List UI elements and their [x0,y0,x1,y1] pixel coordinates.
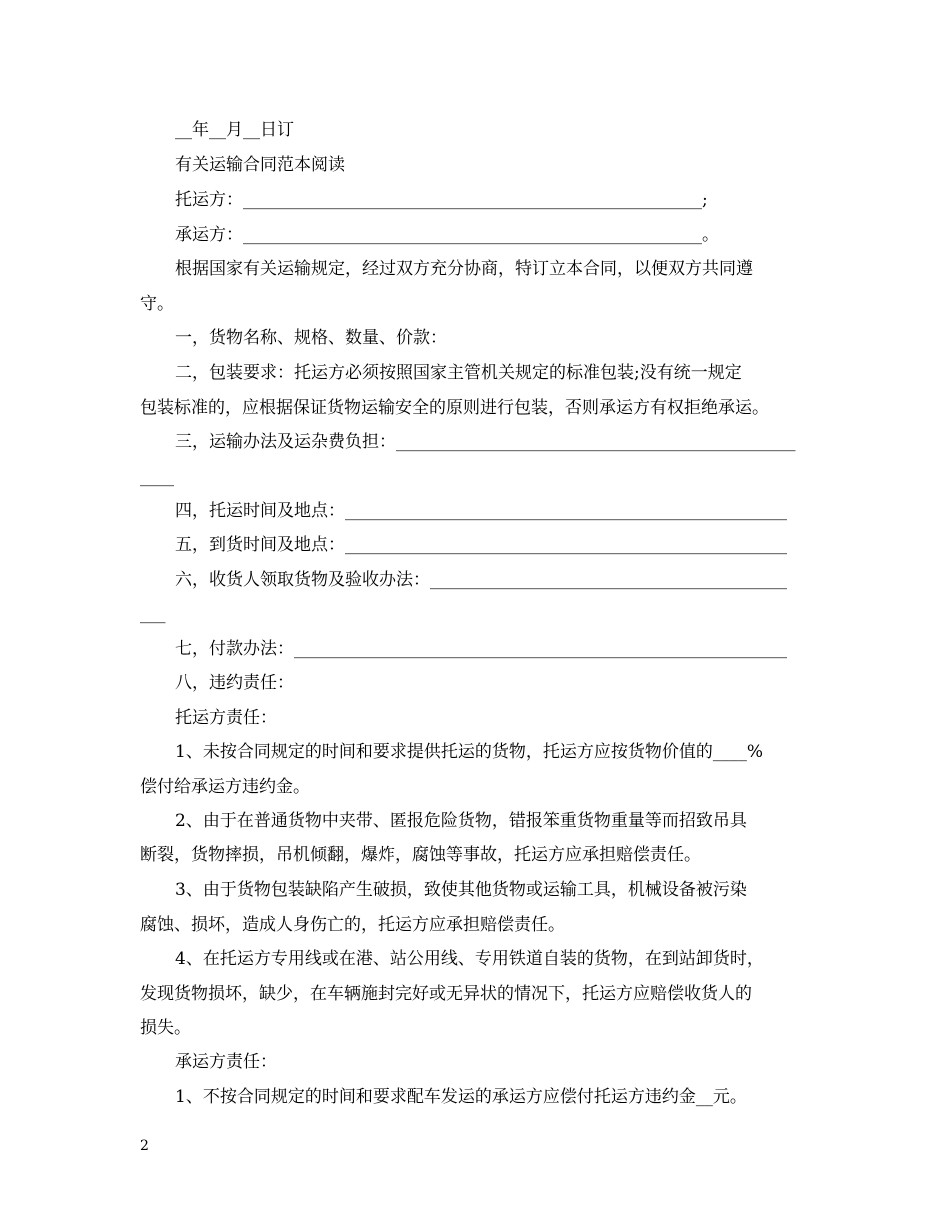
shipper-line: 托运方：______________________________________________________; [175,190,708,210]
date-line: __年__月__日订 [175,120,294,140]
shipper-item-3-line-2: 腐蚀、损坏，造成人身伤亡的，托运方应承担赔偿责任。 [140,915,565,935]
shipper-item-1-line-2: 偿付给承运方违约金。 [140,777,310,797]
clause-6-line-2: ___ [140,604,166,624]
carrier-liability-heading: 承运方责任： [175,1052,277,1072]
shipper-liability-heading: 托运方责任： [175,708,277,728]
document-title: 有关运输合同范本阅读 [175,155,345,175]
clause-3-line-1: 三，运输办法及运杂费负担：_______________________________________________ [175,432,796,452]
shipper-item-4-line-1: 4、在托运方专用线或在港、站公用线、专用铁道自装的货物，在到站卸货时， [175,949,764,969]
clause-5: 五，到货时间及地点：____________________________________________________ [175,535,787,555]
clause-2-line-1: 二，包装要求：托运方必须按照国家主管机关规定的标准包装;没有统一规定 [175,363,742,383]
clause-6-line-1: 六，收货人领取货物及验收办法：__________________________________________ [175,570,787,590]
carrier-line: 承运方：______________________________________________________。 [175,225,719,245]
clause-1: 一，货物名称、规格、数量、价款： [175,328,447,348]
shipper-item-2-line-1: 2、由于在普通货物中夹带、匿报危险货物，错报笨重货物重量等而招致吊具 [175,811,747,831]
shipper-item-2-line-2: 断裂，货物摔损，吊机倾翻，爆炸，腐蚀等事故，托运方应承担赔偿责任。 [140,845,701,865]
shipper-item-1-line-1: 1、未按合同规定的时间和要求提供托运的货物，托运方应按货物价值的____% [175,742,763,762]
preamble-line-1: 根据国家有关运输规定，经过双方充分协商，特订立本合同，以便双方共同遵 [175,259,753,279]
clause-7: 七，付款办法：__________________________________________________________ [175,639,787,659]
shipper-item-4-line-2: 发现货物损坏，缺少，在车辆施封完好或无异状的情况下，托运方应赔偿收货人的 [140,984,752,1004]
preamble-line-2: 守。 [140,294,174,314]
page-number: 2 [140,1138,149,1154]
shipper-item-3-line-1: 3、由于货物包装缺陷产生破损，致使其他货物或运输工具，机械设备被污染 [175,880,747,900]
clause-4: 四，托运时间及地点：____________________________________________________ [175,501,787,521]
carrier-item-1: 1、不按合同规定的时间和要求配车发运的承运方应偿付托运方违约金__元。 [175,1087,747,1107]
clause-3-line-2: ____ [140,467,174,487]
clause-2-line-2: 包装标准的，应根据保证货物运输安全的原则进行包装，否则承运方有权拒绝承运。 [140,398,769,418]
shipper-item-4-line-3: 损失。 [140,1018,191,1038]
clause-8: 八，违约责任： [175,673,294,693]
